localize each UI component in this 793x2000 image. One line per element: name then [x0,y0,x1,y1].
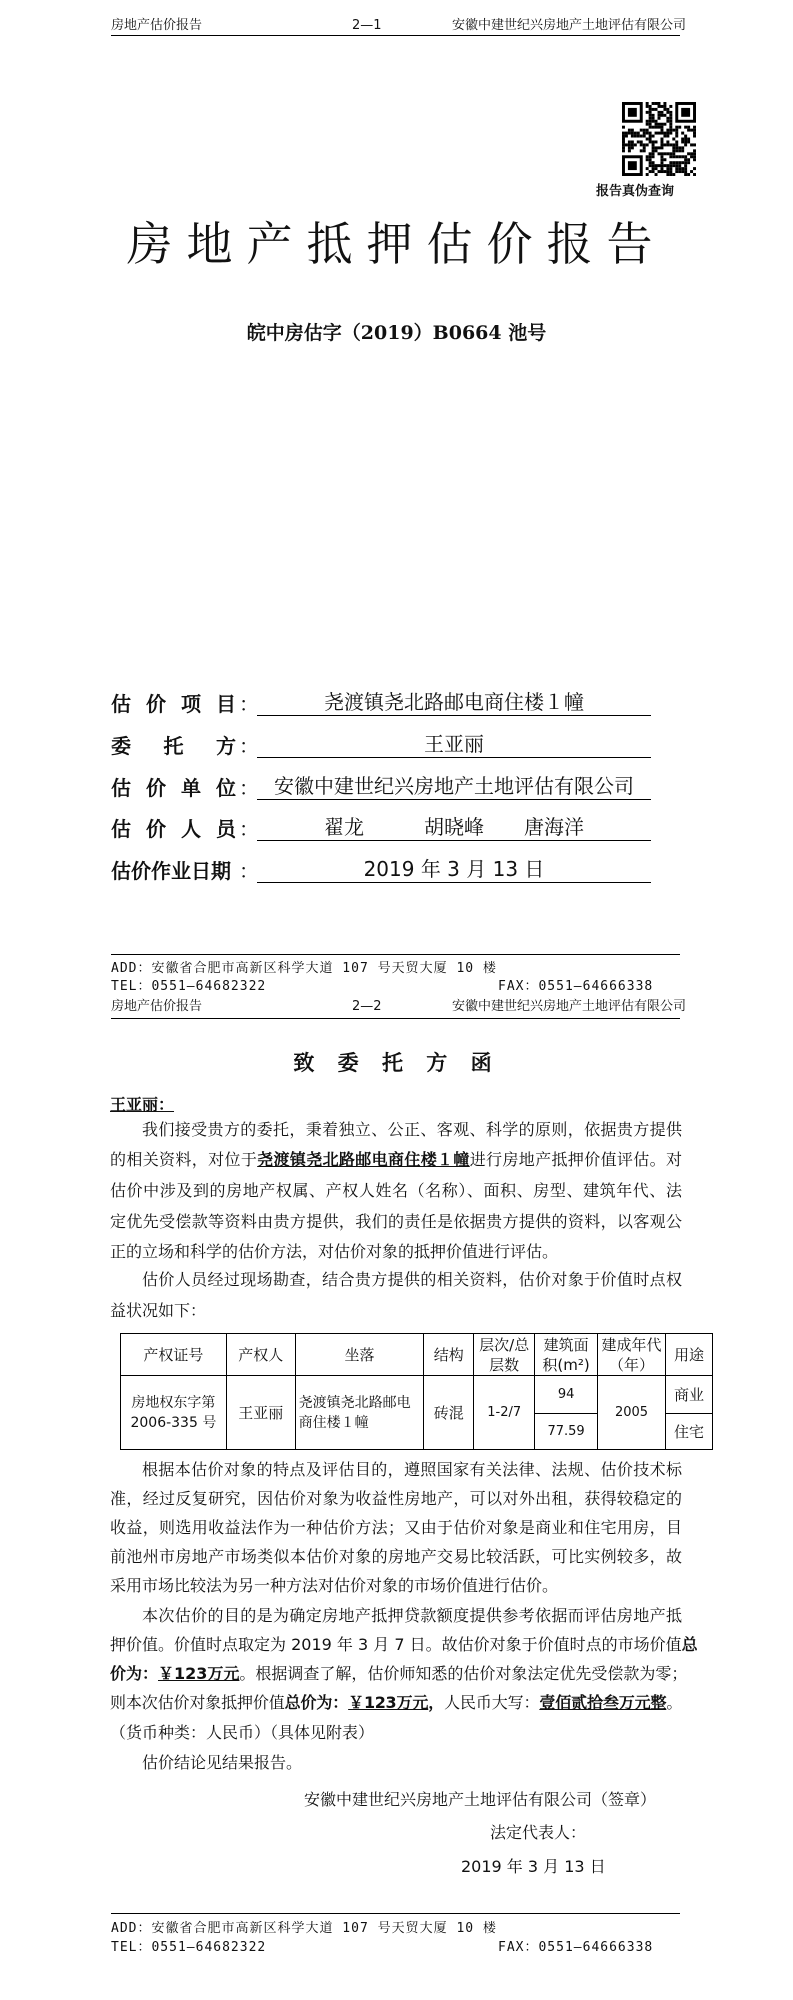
field-colon: ： [239,692,259,716]
text: 进行房地产抵押价值评估。对 [469,1150,682,1169]
field-label-char: 估 [111,817,131,841]
field-colon: ： [239,776,259,800]
paragraph-line [110,1693,682,1713]
table-row [121,1376,713,1414]
footer-fax: FAX：0551—64666338 [498,1940,654,1955]
owner-cell: 王亚丽 [226,1376,295,1450]
field-label [111,734,236,758]
column-header: 产权人 [226,1334,295,1376]
qr-code-icon[interactable] [622,101,696,177]
structure-cell: 砖混 [424,1376,474,1450]
footer-address: ADD：安徽省合肥市高新区科学大道 107 号天贸大厦 10 楼 [111,1921,497,1936]
year-cell: 2005 [598,1376,666,1450]
paragraph-line: 准，经过反复研究，因估价对象为收益性房地产，可以对外出租，获得较稳定的 [110,1489,682,1508]
area-cell: 94 [535,1376,598,1414]
header-right: 安徽中建世纪兴房地产土地评估有限公司 [452,999,687,1014]
paragraph-line: 估价结论见结果报告。 [142,1753,303,1772]
column-header: 建筑面积(m²) [535,1334,598,1376]
header-left: 房地产估价报告 [111,999,203,1014]
letter-title: 致 委 托 方 函 [293,1050,500,1075]
paragraph-line: （货币种类：人民币）（具体见附表） [110,1723,375,1742]
use-cell: 住宅 [666,1414,713,1450]
column-header: 坐落 [295,1334,424,1376]
text-bold: 总价为： [284,1693,349,1712]
paragraph-line: 我们接受贵方的委托，秉着独立、公正、客观、科学的原则，依据贵方提供 [142,1120,682,1139]
paragraph-line: 本次估价的目的是为确定房地产抵押贷款额度提供参考依据而评估房地产抵 [142,1606,682,1625]
field-label-char: 人 [181,817,201,841]
field-label-char: 位 [216,776,236,800]
field-label-char: 托 [163,734,184,758]
paragraph-line: 定优先受偿款等资料由贵方提供，我们的责任是依据贵方提供的资料，以客观公 [110,1212,682,1231]
field-label-char: 方 [216,734,236,758]
text: 。 [666,1693,682,1712]
field-colon: ： [239,817,259,841]
signature-company: 安徽中建世纪兴房地产土地评估有限公司（签章） [304,1790,657,1809]
column-header: 产权证号 [121,1334,227,1376]
field-value: 王亚丽 [257,731,651,758]
field-label-char: 目 [216,692,236,716]
field-value: 安徽中建世纪兴房地产土地评估有限公司 [257,773,651,800]
qr-caption: 报告真伪查询 [596,184,675,199]
field-label-char: 价 [146,776,166,800]
field-label-char: 价 [146,692,166,716]
signature-date: 2019 年 3 月 13 日 [461,1857,606,1876]
text-bold: 价为： [110,1664,159,1683]
amount-in-words: 壹佰贰拾叁万元整 [539,1693,667,1712]
field-label-char: 估 [111,692,131,716]
paragraph-line: 正的立场和科学的估价方法，对估价对象的抵押价值进行评估。 [110,1242,559,1261]
footer-rule [111,1913,680,1914]
text-bold: ， [428,1693,445,1712]
field-label-char: 价 [146,817,166,841]
cert-number-cell: 房地权东字第2006-335 号 [121,1376,227,1450]
column-header: 层次/总层数 [474,1334,535,1376]
field-label [111,859,236,883]
text-bold: 总 [681,1635,698,1654]
field-colon: ： [239,734,259,758]
footer-fax: FAX：0551—64666338 [498,979,654,994]
report-number: 皖中房估字（2019）B0664 池号 [246,322,547,344]
table-header-row [121,1334,713,1376]
use-cell: 商业 [666,1376,713,1414]
header-rule [111,35,680,36]
column-header: 结构 [424,1334,474,1376]
text: 。根据调查了解，估价师知悉的估价对象法定优先受偿款为零； [239,1664,688,1683]
field-colon: ： [239,859,259,883]
header-page-number: 2—1 [352,18,382,33]
mortgage-value-amount: ￥123万元 [348,1693,429,1712]
field-value: 尧渡镇尧北路邮电商住楼１幢 [257,689,651,716]
field-value: 2019 年 3 月 13 日 [257,856,651,883]
paragraph-line: 收益，则选用收益法作为一种估价方法；又由于估价对象是商业和住宅用房，目 [110,1518,682,1537]
location-cell: 尧渡镇尧北路邮电商住楼１幢 [295,1376,424,1450]
text: 人民币大写： [444,1693,540,1712]
letter-salutation: 王亚丽： [110,1095,175,1114]
report-title: 房地产抵押估价报告 [126,217,667,271]
floors-cell: 1-2/7 [474,1376,535,1450]
field-label-char: 委 [111,734,131,758]
paragraph-line: 估价中涉及到的房地产权属、产权人姓名（名称）、面积、房型、建筑年代、法 [110,1181,682,1200]
paragraph-line [110,1635,698,1655]
field-label-char: 员 [216,817,236,841]
column-header: 建成年代（年） [598,1334,666,1376]
column-header: 用途 [666,1334,713,1376]
paragraph-line: 益状况如下： [110,1301,207,1320]
footer-rule [111,954,680,955]
field-label [111,776,236,800]
field-label [111,817,236,841]
paragraph-line [110,1664,688,1684]
property-address-emphasis: 尧渡镇尧北路邮电商住楼１幢 [257,1150,470,1169]
text: 的相关资料，对位于 [110,1150,258,1169]
footer-tel: TEL：0551—64682322 [111,1940,267,1955]
header-page-number: 2—2 [352,999,382,1014]
market-value-amount: ￥123万元 [158,1664,240,1683]
field-label-char: 估 [111,776,131,800]
header-rule [111,1018,680,1019]
legal-representative: 法定代表人： [490,1823,587,1842]
paragraph-line: 估价人员经过现场勘查，结合贵方提供的相关资料，估价对象于价值时点权 [142,1270,682,1289]
footer-tel: TEL：0551—64682322 [111,979,267,994]
header-right: 安徽中建世纪兴房地产土地评估有限公司 [452,18,687,33]
paragraph-line [110,1150,682,1170]
field-value: 翟龙 胡晓峰 唐海洋 [257,814,651,841]
field-label-char: 单 [181,776,201,800]
field-label-char: 估价作业日期 [111,859,231,883]
footer-address: ADD：安徽省合肥市高新区科学大道 107 号天贸大厦 10 楼 [111,961,497,976]
area-cell: 77.59 [535,1414,598,1450]
text: 押价值。价值时点取定为 2019 年 3 月 7 日。故估价对象于价值时点的市场价值 [110,1635,682,1654]
paragraph-line: 根据本估价对象的特点及评估目的，遵照国家有关法律、法规、估价技术标 [142,1460,682,1479]
text: 则本次估价对象抵押价值 [110,1693,285,1712]
paragraph-line: 采用市场比较法为另一种方法对估价对象的市场价值进行估价。 [110,1576,559,1595]
field-label-char: 项 [181,692,201,716]
header-left: 房地产估价报告 [111,18,203,33]
property-rights-table [120,1333,713,1450]
paragraph-line: 前池州市房地产市场类似本估价对象的房地产交易比较活跃，可比实例较多，故 [110,1547,682,1566]
field-label [111,692,236,716]
